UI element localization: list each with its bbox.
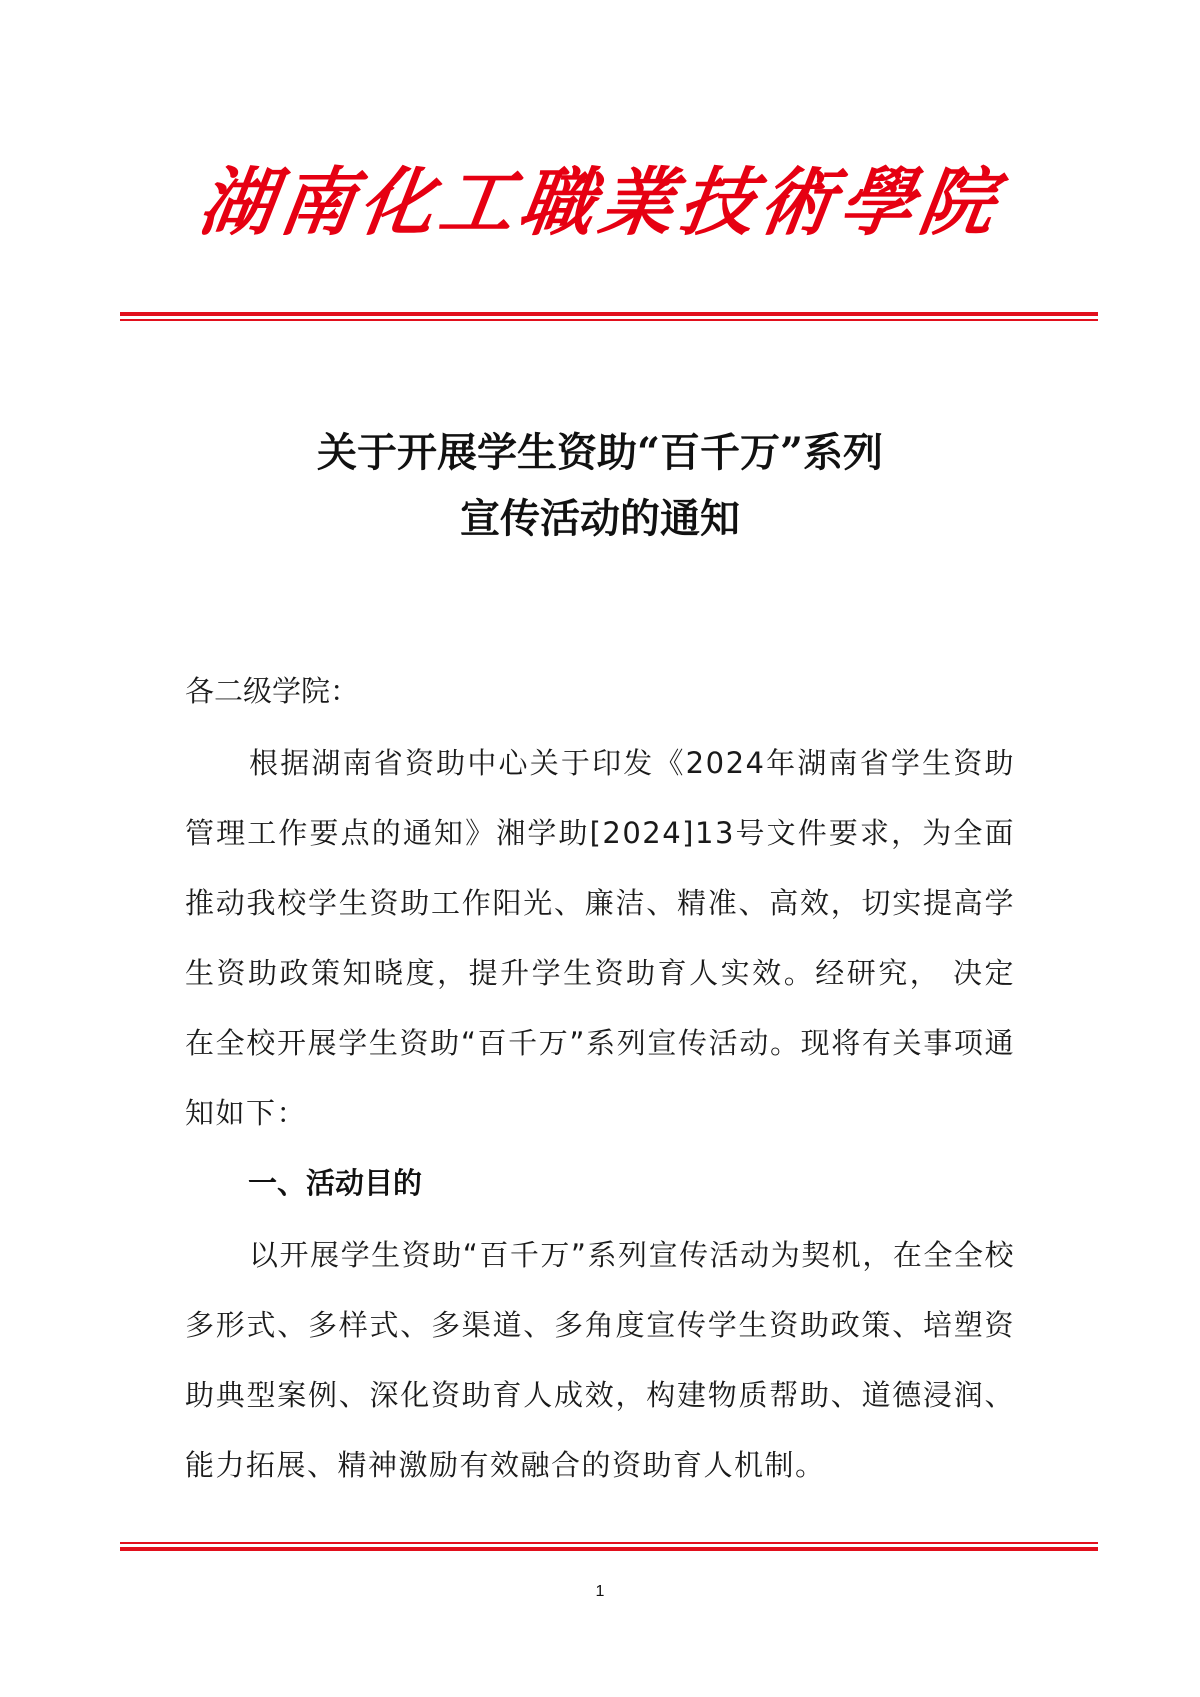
header-red-rule	[120, 312, 1098, 321]
document-title	[0, 420, 1200, 552]
masthead	[0, 148, 1200, 258]
section-1-heading: 一、活动目的	[248, 1166, 423, 1200]
salutation: 各二级学院：	[185, 674, 360, 708]
school-name-logo: 湖南化工職業技術學院	[193, 160, 1007, 246]
section-1-paragraph: 以开展学生资助“百千万”系列宣传活动为契机，在全全校多形式、多样式、多渠道、多角度宣传学生资助政策、培塑资助典型案例、深化资助育人成效，构建物质帮助、道德浸润、能力拓展、精神激励有效融合的资助育人机制。	[185, 1238, 1015, 1482]
intro-paragraph: 根据湖南省资助中心关于印发《2024年湖南省学生资助管理工作要点的通知》湘学助[2024]13号文件要求，为全面推动我校学生资助工作阳光、廉洁、精准、高效，切实提高学生资助政策知晓度，提升学生资助育人实效。经研究， 决定在全校开展学生资助“百千万”系列宣传活动。现将有关事项通知如下：	[185, 746, 1015, 1130]
title-line-2: 宣传活动的通知	[460, 495, 740, 542]
title-line-1: 关于开展学生资助“百千万”系列	[316, 429, 883, 476]
page-number: 1	[595, 1583, 605, 1600]
footer-red-rule	[120, 1542, 1098, 1551]
